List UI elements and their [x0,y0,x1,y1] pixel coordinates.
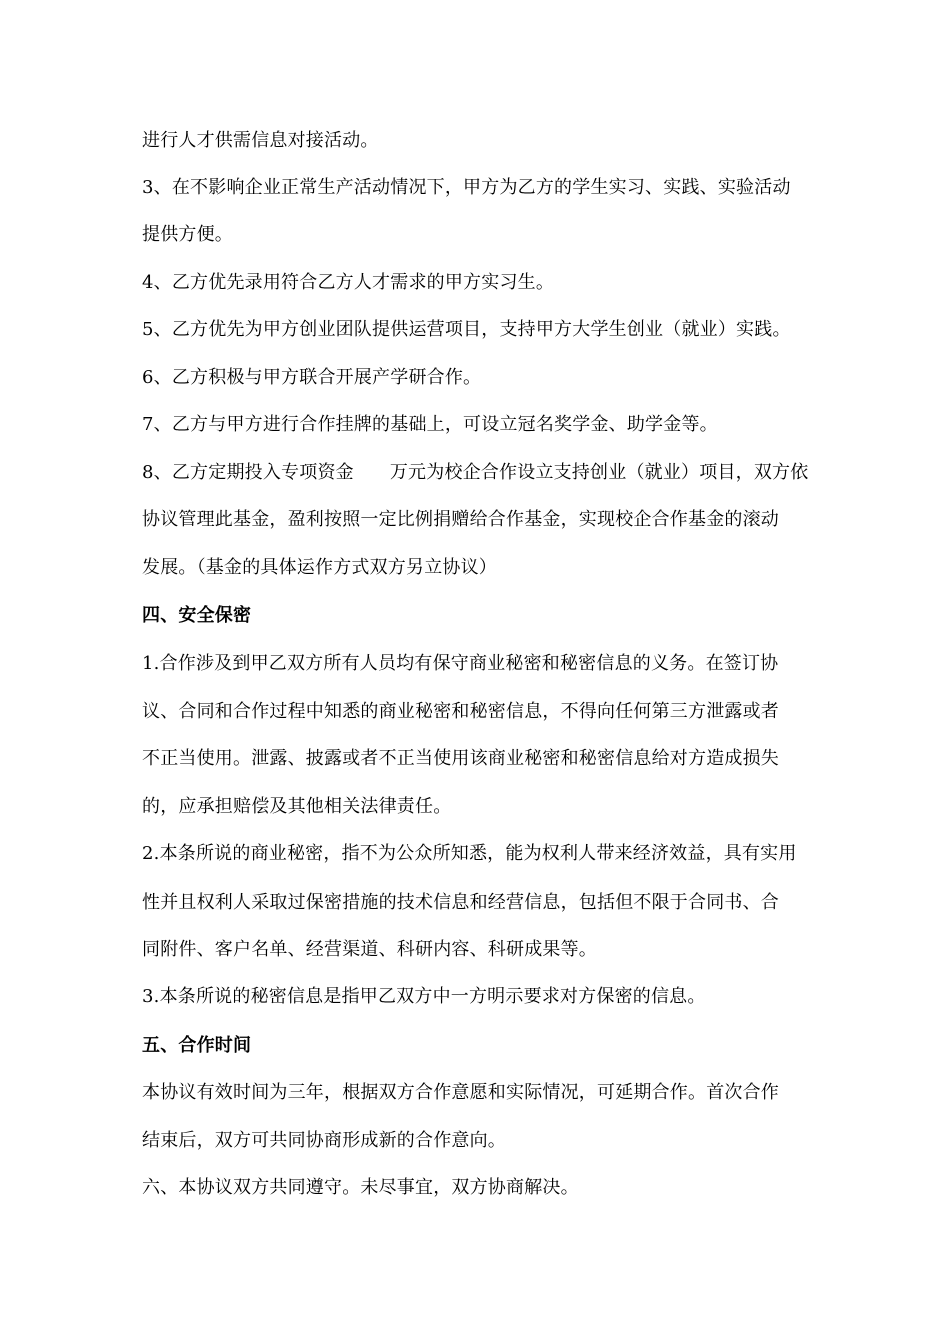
paragraph-line: 3.本条所说的秘密信息是指甲乙双方中一方明示要求对方保密的信息。 [142,986,706,1007]
paragraph-line: 不正当使用。泄露、披露或者不正当使用该商业秘密和秘密信息给对方造成损失 [142,748,779,769]
paragraph-line: 3、在不影响企业正常生产活动情况下，甲方为乙方的学生实习、实践、实验活动 [142,177,791,198]
item-8-text-start: 8、乙方定期投入专项资金 [142,462,354,483]
paragraph-line: 协议管理此基金，盈利按照一定比例捐赠给合作基金，实现校企合作基金的滚动 [142,509,779,530]
paragraph-line-item-8 [142,461,822,485]
paragraph-line: 6、乙方积极与甲方联合开展产学研合作。 [142,367,482,388]
paragraph-line: 本协议有效时间为三年，根据双方合作意愿和实际情况，可延期合作。首次合作 [142,1082,779,1103]
paragraph-line: 同附件、客户名单、经营渠道、科研内容、科研成果等。 [142,939,597,960]
paragraph-line: 性并且权利人采取过保密措施的技术信息和经营信息，包括但不限于合同书、合 [142,892,779,913]
paragraph-line: 4、乙方优先录用符合乙方人才需求的甲方实习生。 [142,272,555,293]
paragraph-line: 的，应承担赔偿及其他相关法律责任。 [142,796,452,817]
paragraph-line: 进行人才供需信息对接活动。 [142,130,379,151]
paragraph-line: 1.合作涉及到甲乙双方所有人员均有保守商业秘密和秘密信息的义务。在签订协 [142,653,779,674]
paragraph-line: 5、乙方优先为甲方创业团队提供运营项目，支持甲方大学生创业（就业）实践。 [142,319,791,340]
paragraph-line: 六、本协议双方共同遵守。未尽事宜，双方协商解决。 [142,1177,579,1198]
paragraph-line: 发展。（基金的具体运作方式双方另立协议） [142,557,497,578]
section-heading-confidentiality: 四、安全保密 [142,605,252,626]
paragraph-line: 2.本条所说的商业秘密，指不为公众所知悉，能为权利人带来经济效益，具有实用 [142,843,797,864]
paragraph-line: 议、合同和合作过程中知悉的商业秘密和秘密信息，不得向任何第三方泄露或者 [142,701,779,722]
paragraph-line: 7、乙方与甲方进行合作挂牌的基础上，可设立冠名奖学金、助学金等。 [142,414,718,435]
paragraph-line: 提供方便。 [142,224,233,245]
section-heading-duration: 五、合作时间 [142,1035,252,1056]
paragraph-line: 结束后，双方可共同协商形成新的合作意向。 [142,1130,506,1151]
item-8-text-end: 万元为校企合作设立支持创业（就业）项目，双方依 [389,462,809,483]
